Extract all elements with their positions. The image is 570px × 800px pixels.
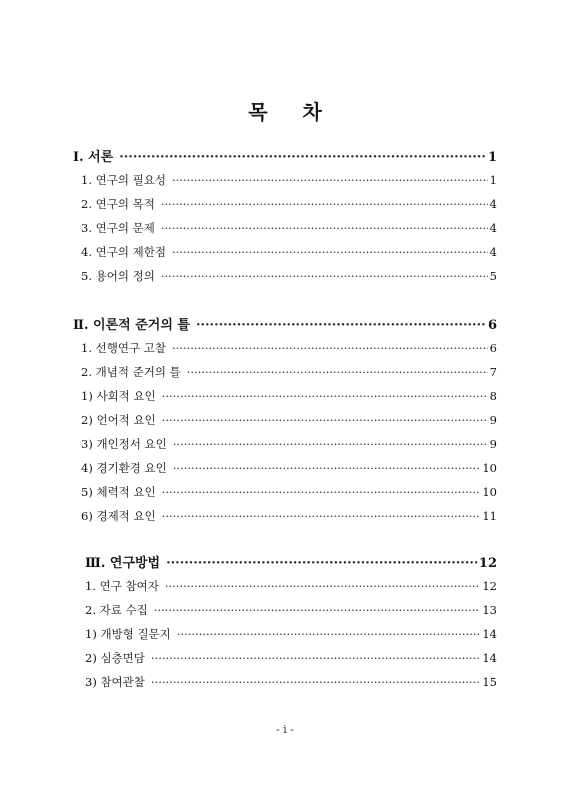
toc-label: 3. 연구의 문제 [81, 221, 155, 235]
toc-label: Ⅲ. 연구방법 [85, 556, 161, 571]
toc-label: 1. 선행연구 고찰 [81, 341, 166, 355]
toc-item[interactable] [81, 460, 497, 476]
toc-leader-dots [173, 437, 488, 451]
toc-label: 6) 경제적 요인 [81, 509, 156, 523]
toc-item[interactable] [81, 340, 497, 356]
toc-item[interactable] [85, 626, 497, 642]
toc-page-number: 14 [482, 627, 497, 641]
toc-label: 2. 개념적 준거의 틀 [81, 365, 181, 379]
toc-label: 5) 체력적 요인 [81, 485, 156, 499]
toc-label: 1) 개방형 질문지 [85, 627, 171, 641]
toc-leader-dots [119, 150, 486, 165]
page-title: 목 차 [248, 100, 336, 124]
toc-page-number: 14 [482, 651, 497, 665]
toc-page-number: 9 [489, 413, 497, 427]
toc-leader-dots [165, 579, 481, 593]
toc-leader-dots [162, 485, 481, 499]
toc-label: Ⅱ. 이론적 준거의 틀 [73, 318, 190, 333]
toc-leader-dots [162, 389, 488, 403]
toc-item[interactable] [81, 220, 497, 236]
toc-page-number: 12 [478, 556, 497, 571]
toc-item[interactable] [85, 650, 497, 666]
toc-item[interactable] [85, 674, 497, 690]
toc-leader-dots [187, 365, 488, 379]
toc-item[interactable] [81, 412, 497, 428]
toc-leader-dots [172, 245, 488, 259]
toc-leader-dots [154, 603, 481, 617]
toc-page-number: 11 [482, 509, 497, 523]
toc-page-number: 1 [489, 173, 497, 187]
toc-leader-dots [196, 318, 486, 333]
toc-label: 3) 참여관찰 [85, 675, 145, 689]
toc-label: 1. 연구 참여자 [85, 579, 159, 593]
toc-leader-dots [172, 173, 488, 187]
toc-label: 2) 언어적 요인 [81, 413, 156, 427]
toc-item[interactable] [81, 364, 497, 380]
toc-label: 1. 연구의 필요성 [81, 173, 166, 187]
toc-page-number: 12 [482, 579, 497, 593]
toc-page-number: 4 [489, 245, 497, 259]
toc-label: 1) 사회적 요인 [81, 389, 156, 403]
toc-page-number: 5 [489, 269, 497, 283]
toc-leader-dots [162, 413, 488, 427]
toc-label: 2. 연구의 목적 [81, 197, 155, 211]
toc-label: 4) 경기환경 요인 [81, 461, 167, 475]
toc-leader-dots [151, 675, 480, 689]
toc-chapter-2[interactable] [73, 314, 497, 333]
toc-chapter-3[interactable] [85, 552, 497, 571]
page-number-footer: - i - [276, 723, 294, 736]
toc-leader-dots [173, 461, 481, 475]
toc-item[interactable] [85, 602, 497, 618]
toc-item[interactable] [81, 484, 497, 500]
toc-page-number: 10 [482, 485, 497, 499]
toc-label: 4. 연구의 제한점 [81, 245, 166, 259]
toc-leader-dots [177, 627, 481, 641]
toc-label: 3) 개인정서 요인 [81, 437, 167, 451]
toc-leader-dots [151, 651, 480, 665]
toc-page-number: 10 [482, 461, 497, 475]
toc-item[interactable] [81, 196, 497, 212]
toc-item[interactable] [81, 268, 497, 284]
toc-label: 5. 용어의 정의 [81, 269, 155, 283]
toc-leader-dots [161, 197, 488, 211]
toc-leader-dots [166, 556, 477, 571]
toc-page-number: 8 [489, 389, 497, 403]
toc-leader-dots [172, 341, 488, 355]
toc-item[interactable] [81, 508, 497, 524]
toc-page-number: 9 [489, 437, 497, 451]
toc-item[interactable] [81, 388, 497, 404]
toc-page-number: 13 [482, 603, 497, 617]
toc-label: 2) 심층면담 [85, 651, 145, 665]
toc-leader-dots [162, 509, 481, 523]
toc-page-number: 4 [489, 221, 497, 235]
toc-leader-dots [161, 221, 488, 235]
toc-item[interactable] [81, 436, 497, 452]
toc-page-number: 15 [482, 675, 497, 689]
toc-item[interactable] [81, 244, 497, 260]
toc-item[interactable] [81, 172, 497, 188]
toc-page-number: 7 [489, 365, 497, 379]
toc-page-number: 1 [487, 150, 497, 165]
toc-item[interactable] [85, 578, 497, 594]
toc-label: Ⅰ. 서론 [73, 150, 114, 165]
toc-label: 2. 자료 수집 [85, 603, 148, 617]
toc-leader-dots [161, 269, 488, 283]
toc-page-number: 6 [489, 341, 497, 355]
toc-chapter-1[interactable] [73, 146, 497, 165]
toc-page-number: 4 [489, 197, 497, 211]
toc-page-number: 6 [487, 318, 497, 333]
